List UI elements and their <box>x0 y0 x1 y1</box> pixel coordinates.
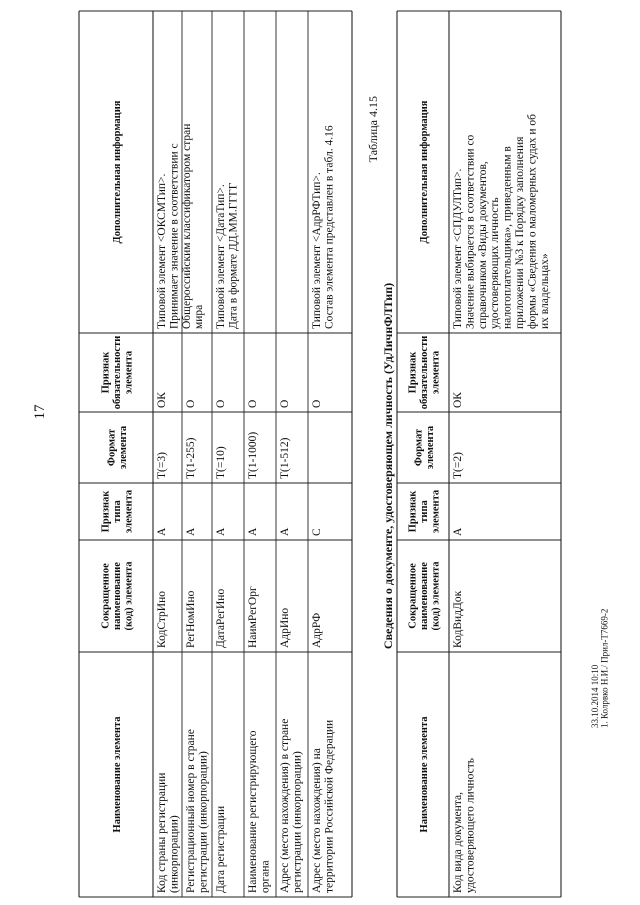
cell-name: Код страны регистрации(инкорпорации) <box>156 772 181 893</box>
table-elements-registration <box>79 11 352 897</box>
header-info: Дополнительная информация <box>419 100 430 244</box>
cell-req: ОК <box>156 392 168 408</box>
cell-type: А <box>185 527 197 536</box>
table1-row <box>185 400 209 893</box>
cell-type: А <box>215 527 227 536</box>
cell-info: Типовой элемент <СПДУЛТип>.Значение выбирается в соответствии сосправочником «Виды документов,удостоверяющих личностьналогоплательщика», приведенным вприложении №3 к Порядку заполненияформы «Сведения о маломерных судах и обих владельцах» <box>452 114 551 329</box>
footer-stamp <box>590 609 610 728</box>
page-number: 17 <box>32 404 48 420</box>
cell-name: Дата регистрации <box>215 805 227 893</box>
cell-info: Типовой элемент <АдрРФТип>.Состав элемента представлен в табл. 4.16 <box>311 125 336 329</box>
table-label: Таблица 4.15 <box>366 96 380 163</box>
header-code: Сокращенноенаименование(код) элемента <box>100 561 135 631</box>
table-identity-document <box>397 11 561 897</box>
cell-name: Регистрационный номер в странерегистрации (инкорпорации) <box>185 729 210 893</box>
cell-req: О <box>311 399 323 408</box>
cell-type: А <box>247 527 259 536</box>
header-type: Признактипаэлемента <box>407 489 442 534</box>
cell-req: О <box>247 399 259 408</box>
header-code: Сокращенноенаименование(код) элемента <box>407 561 442 631</box>
header-type: Признактипаэлемента <box>100 489 135 534</box>
cell-type: А <box>452 527 464 536</box>
cell-format: Т(1-255) <box>185 437 197 479</box>
cell-name: Код вида документа,удостоверяющего личность <box>452 758 477 893</box>
cell-format: Т(=2) <box>452 452 464 479</box>
table-title: Сведения о документе, удостоверяющем личность (УдЛичнФЛТип) <box>381 282 395 650</box>
cell-name: Наименование регистрирующегооргана <box>247 730 272 893</box>
header-name: Наименование элемента <box>419 716 430 833</box>
cell-type: С <box>311 528 323 536</box>
cell-req: О <box>279 399 291 408</box>
table1-row <box>215 182 239 893</box>
table1-row <box>311 125 335 893</box>
cell-format: Т(1-512) <box>279 437 291 479</box>
cell-req: О <box>185 399 197 408</box>
header-format: Форматэлемента <box>106 425 129 470</box>
header-name: Наименование элемента <box>112 716 123 833</box>
cell-info: Типовой элемент <ДатаТип>.Дата в формате ДД.ММ.ГГГГ <box>215 182 240 329</box>
cell-info: Типовой элемент <ОКСМТип>.Принимает значение в соответствии сОбщероссийским классификатором странмира <box>156 123 206 329</box>
cell-code: РегНомИно <box>185 590 197 648</box>
table1-row <box>279 400 303 893</box>
cell-code: КодВидДок <box>452 590 464 648</box>
header-req: Признакобязательностиэлемента <box>407 335 442 410</box>
cell-code: ДатаРегИно <box>215 588 227 648</box>
cell-code: АдрИно <box>279 607 291 648</box>
stamp-text: 33.10.2014 10:101. Колрвко Н.И./ Прил-Т7669-2 <box>590 608 610 728</box>
cell-code: НаимРегОрг <box>247 586 259 648</box>
header-info: Дополнительная информация <box>112 100 123 244</box>
cell-name: Адрес (место нахождения) натерритории Российской Федерации <box>311 719 336 893</box>
cell-format: Т(=10) <box>215 446 227 479</box>
table1-row <box>247 400 271 893</box>
cell-code: АдрРФ <box>311 612 323 648</box>
header-format: Форматэлемента <box>413 425 436 470</box>
cell-code: КодСтрИно <box>156 590 168 648</box>
cell-type: А <box>279 527 291 536</box>
header-req: Признакобязательностиэлемента <box>100 335 135 410</box>
cell-type: А <box>156 527 168 536</box>
cell-req: ОК <box>452 392 464 408</box>
cell-format: Т(=3) <box>156 452 168 479</box>
table2-row <box>452 114 551 893</box>
cell-format: Т(1-1000) <box>247 431 259 479</box>
cell-req: О <box>215 399 227 408</box>
cell-name: Адрес (место нахождения) в странерегистрации (инкорпорации) <box>279 718 304 893</box>
